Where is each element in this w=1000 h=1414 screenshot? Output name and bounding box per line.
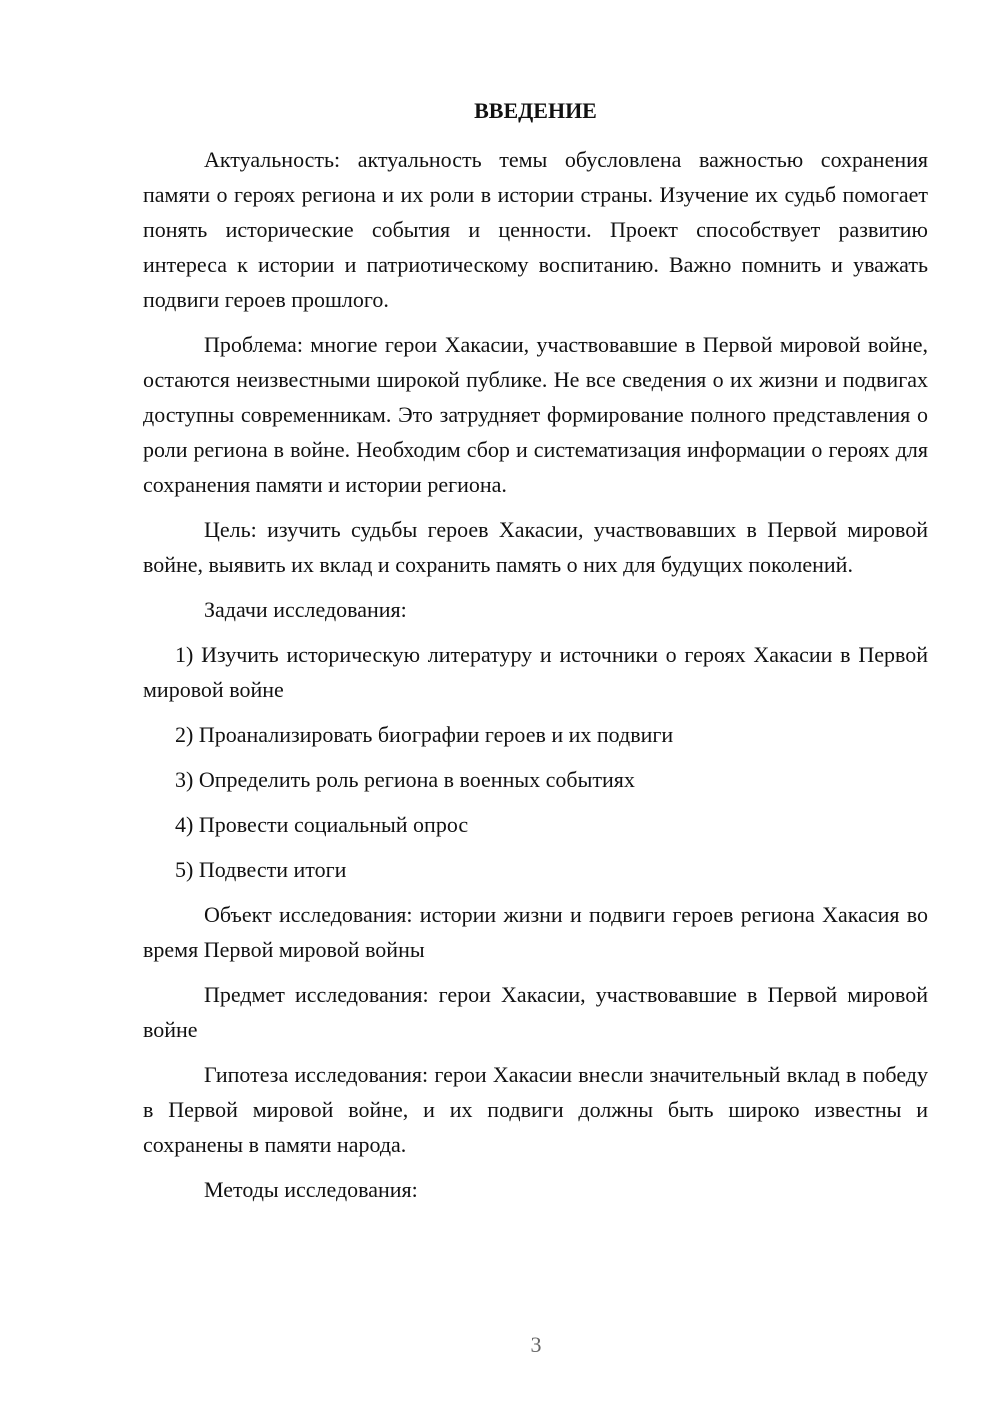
paragraph-subject: Предмет исследования: герои Хакасии, участвовавшие в Первой мировой войне	[143, 982, 928, 1042]
paragraph-hypothesis: Гипотеза исследования: герои Хакасии внесли значительный вклад в победу в Первой мировой войне, и их подвиги должны быть широко известны и сохранены в памяти народа.	[143, 1062, 928, 1157]
task-item-5: 5) Подвести итоги	[175, 857, 347, 882]
paragraph-goal: Цель: изучить судьбы героев Хакасии, участвовавших в Первой мировой войне, выявить их вклад и сохранить память о них для будущих поколений.	[143, 517, 928, 577]
task-item-2: 2) Проанализировать биографии героев и их подвиги	[175, 722, 674, 747]
page-number: 3	[530, 1332, 542, 1357]
task-item-1: 1) Изучить историческую литературу и источники о героях Хакасии в Первой мировой войне	[143, 642, 928, 702]
paragraph-methods-heading: Методы исследования:	[204, 1177, 418, 1202]
paragraph-problem: Проблема: многие герои Хакасии, участвовавшие в Первой мировой войне, остаются неизвестными широкой публике. Не все сведения о их жизни и подвигах доступны современникам. Это затрудняет формирование полного представления о роли региона в войне. Необходим сбор и систематизация информации о героях для сохранения памяти и истории региона.	[143, 332, 928, 497]
task-item-3: 3) Определить роль региона в военных событиях	[175, 767, 635, 792]
paragraph-tasks-heading: Задачи исследования:	[204, 597, 407, 622]
paragraph-relevance: Актуальность: актуальность темы обусловлена важностью сохранения памяти о героях региона и их роли в истории страны. Изучение их судьб помогает понять исторические события и ценности. Проект способствует развитию интереса к истории и патриотическому воспитанию. Важно помнить и уважать подвиги героев прошлого.	[143, 147, 928, 312]
page-content	[143, 93, 928, 1217]
section-title: ВВЕДЕНИЕ	[474, 98, 597, 123]
tasks-list	[143, 637, 928, 887]
paragraph-object: Объект исследования: истории жизни и подвиги героев региона Хакасия во время Первой мировой войны	[143, 902, 928, 962]
task-item-4: 4) Провести социальный опрос	[175, 812, 469, 837]
